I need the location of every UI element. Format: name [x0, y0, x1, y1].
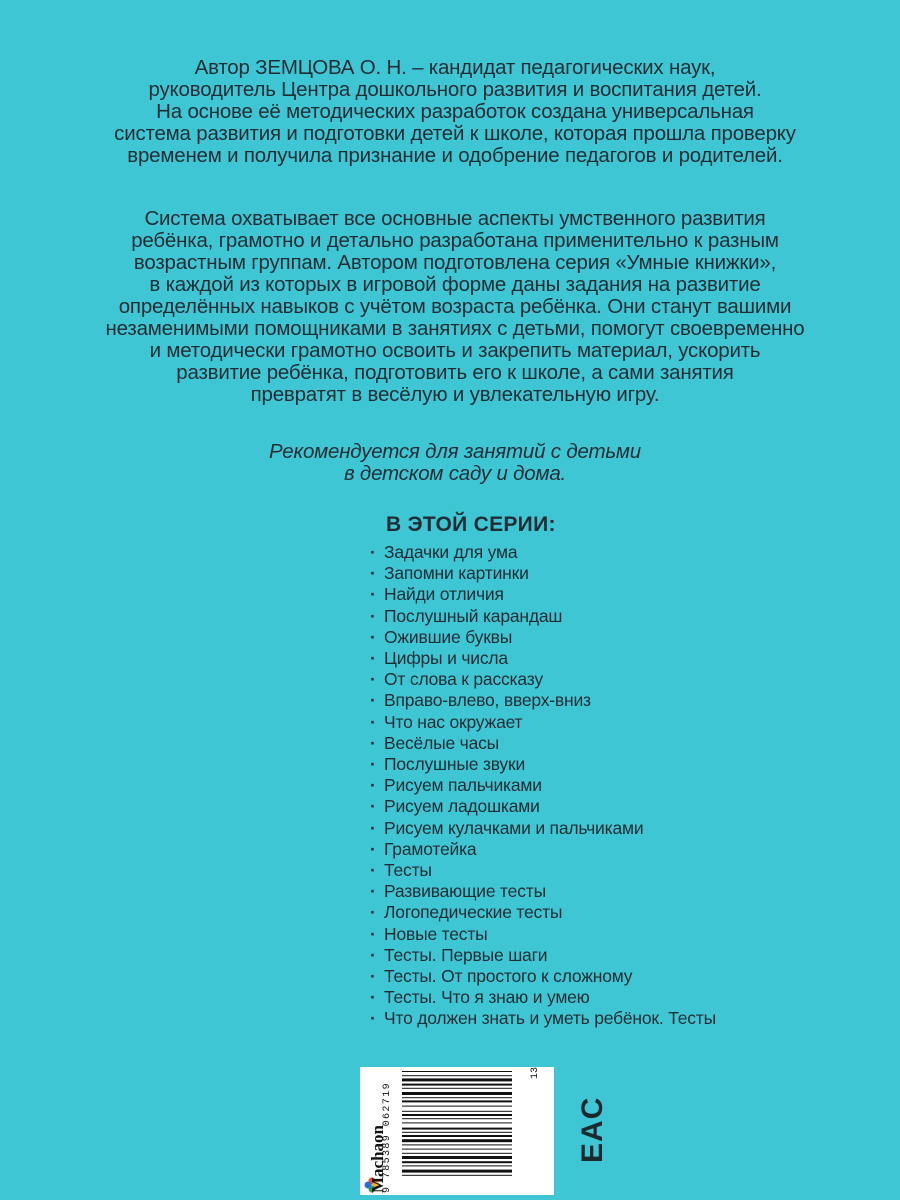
- barcode-bar: [402, 1165, 512, 1166]
- list-item: · Рисуем пальчиками: [370, 775, 716, 796]
- barcode-bar: [402, 1114, 512, 1116]
- eac-mark: EAC: [576, 1096, 609, 1163]
- text-line: возрастным группам. Автором подготовлена серия «Умные книжки»,: [133, 251, 777, 274]
- text-line: и методически грамотно освоить и закрепить материал, ускорить: [149, 339, 761, 362]
- barcode-image: [388, 1069, 528, 1179]
- barcode-bar: [402, 1097, 512, 1098]
- list-item: · Ожившие буквы: [370, 627, 716, 648]
- text-line: система развития и подготовки детей к школе, которая прошла проверку: [114, 122, 796, 145]
- series-title: В ЭТОЙ СЕРИИ:: [386, 513, 556, 536]
- barcode-bar: [402, 1084, 512, 1086]
- barcode-bar: [402, 1170, 512, 1173]
- list-item: · Послушные звуки: [370, 754, 716, 775]
- text-line: Система охватывает все основные аспекты умственного развития: [144, 207, 766, 230]
- list-item: · Тесты. От простого к сложному: [370, 966, 716, 987]
- text-line: развитие ребёнка, подготовить его к школе, а сами занятия: [176, 361, 734, 384]
- text-line: превратят в весёлую и увлекательную игру.: [250, 383, 660, 406]
- barcode-bar: [402, 1135, 512, 1137]
- list-item: · Вправо-влево, вверх-вниз: [370, 690, 716, 711]
- list-item: · Новые тесты: [370, 924, 716, 945]
- barcode-bar: [402, 1118, 512, 1119]
- author-paragraph: [95, 57, 815, 167]
- list-item: · Тесты. Первые шаги: [370, 945, 716, 966]
- list-item: · Что должен знать и уметь ребёнок. Тесты: [370, 1008, 716, 1029]
- isbn-digits: 9 785389 062719: [382, 1081, 393, 1193]
- barcode-bar: [402, 1071, 512, 1072]
- barcode-bar: [402, 1088, 512, 1089]
- barcode-bar: [402, 1111, 512, 1112]
- text-line: в детском саду и дома.: [343, 462, 567, 485]
- text-line: временем и получила признание и одобрение педагогов и родителей.: [127, 144, 783, 167]
- list-item: · Послушный карандаш: [370, 606, 716, 627]
- recommendation-text: [95, 441, 815, 485]
- barcode-bar: [402, 1122, 512, 1123]
- list-item: · Тесты: [370, 860, 716, 881]
- barcode-bar: [402, 1132, 512, 1133]
- list-item: · От слова к рассказу: [370, 669, 716, 690]
- list-item: · Рисуем кулачками и пальчиками: [370, 818, 716, 839]
- publisher-logo: Machaon: [368, 1125, 387, 1193]
- text-line: На основе её методических разработок создана универсальная: [156, 100, 754, 123]
- barcode-bar: [402, 1175, 512, 1176]
- list-item: · Рисуем ладошками: [370, 796, 716, 817]
- barcode-bar: [402, 1100, 512, 1102]
- text-line: Автор ЗЕМЦОВА О. Н. – кандидат педагогических наук,: [194, 56, 716, 79]
- text-line: Рекомендуется для занятий с детьми: [269, 440, 641, 463]
- barcode-bar: [402, 1144, 512, 1145]
- list-item: · Логопедические тесты: [370, 902, 716, 923]
- list-item: · Цифры и числа: [370, 648, 716, 669]
- text-line: руководитель Центра дошкольного развития и воспитания детей.: [148, 78, 762, 101]
- list-item: · Развивающие тесты: [370, 881, 716, 902]
- list-item: · Что нас окружает: [370, 712, 716, 733]
- barcode-bar: [402, 1149, 512, 1150]
- barcode-bar: [402, 1139, 512, 1142]
- barcode-bar: [402, 1092, 512, 1095]
- list-item: · Тесты. Что я знаю и умею: [370, 987, 716, 1008]
- list-item: · Грамотейка: [370, 839, 716, 860]
- barcode-bar: [402, 1156, 512, 1159]
- text-line: незаменимыми помощниками в занятиях с детьми, помогут своевременно: [105, 317, 805, 340]
- barcode-bar: [402, 1161, 512, 1163]
- system-paragraph: [95, 208, 815, 406]
- barcode-bar: [402, 1078, 512, 1081]
- barcode-bar: [402, 1075, 512, 1076]
- barcode-panel: [360, 1067, 554, 1195]
- barcode-bar: [402, 1106, 512, 1107]
- list-item: · Найди отличия: [370, 584, 716, 605]
- list-item: · Запомни картинки: [370, 563, 716, 584]
- barcode-bar: [402, 1128, 512, 1130]
- list-item: · Весёлые часы: [370, 733, 716, 754]
- barcode-bar: [402, 1153, 512, 1154]
- text-line: определённых навыков с учётом возраста ребёнка. Они станут вашими: [118, 295, 792, 318]
- series-list: [370, 542, 716, 1030]
- addon-digits: 13: [530, 1066, 541, 1079]
- text-line: ребёнка, грамотно и детально разработана применительно к разным: [131, 229, 779, 252]
- text-line: в каждой из которых в игровой форме даны задания на развитие: [149, 273, 761, 296]
- list-item: · Задачки для ума: [370, 542, 716, 563]
